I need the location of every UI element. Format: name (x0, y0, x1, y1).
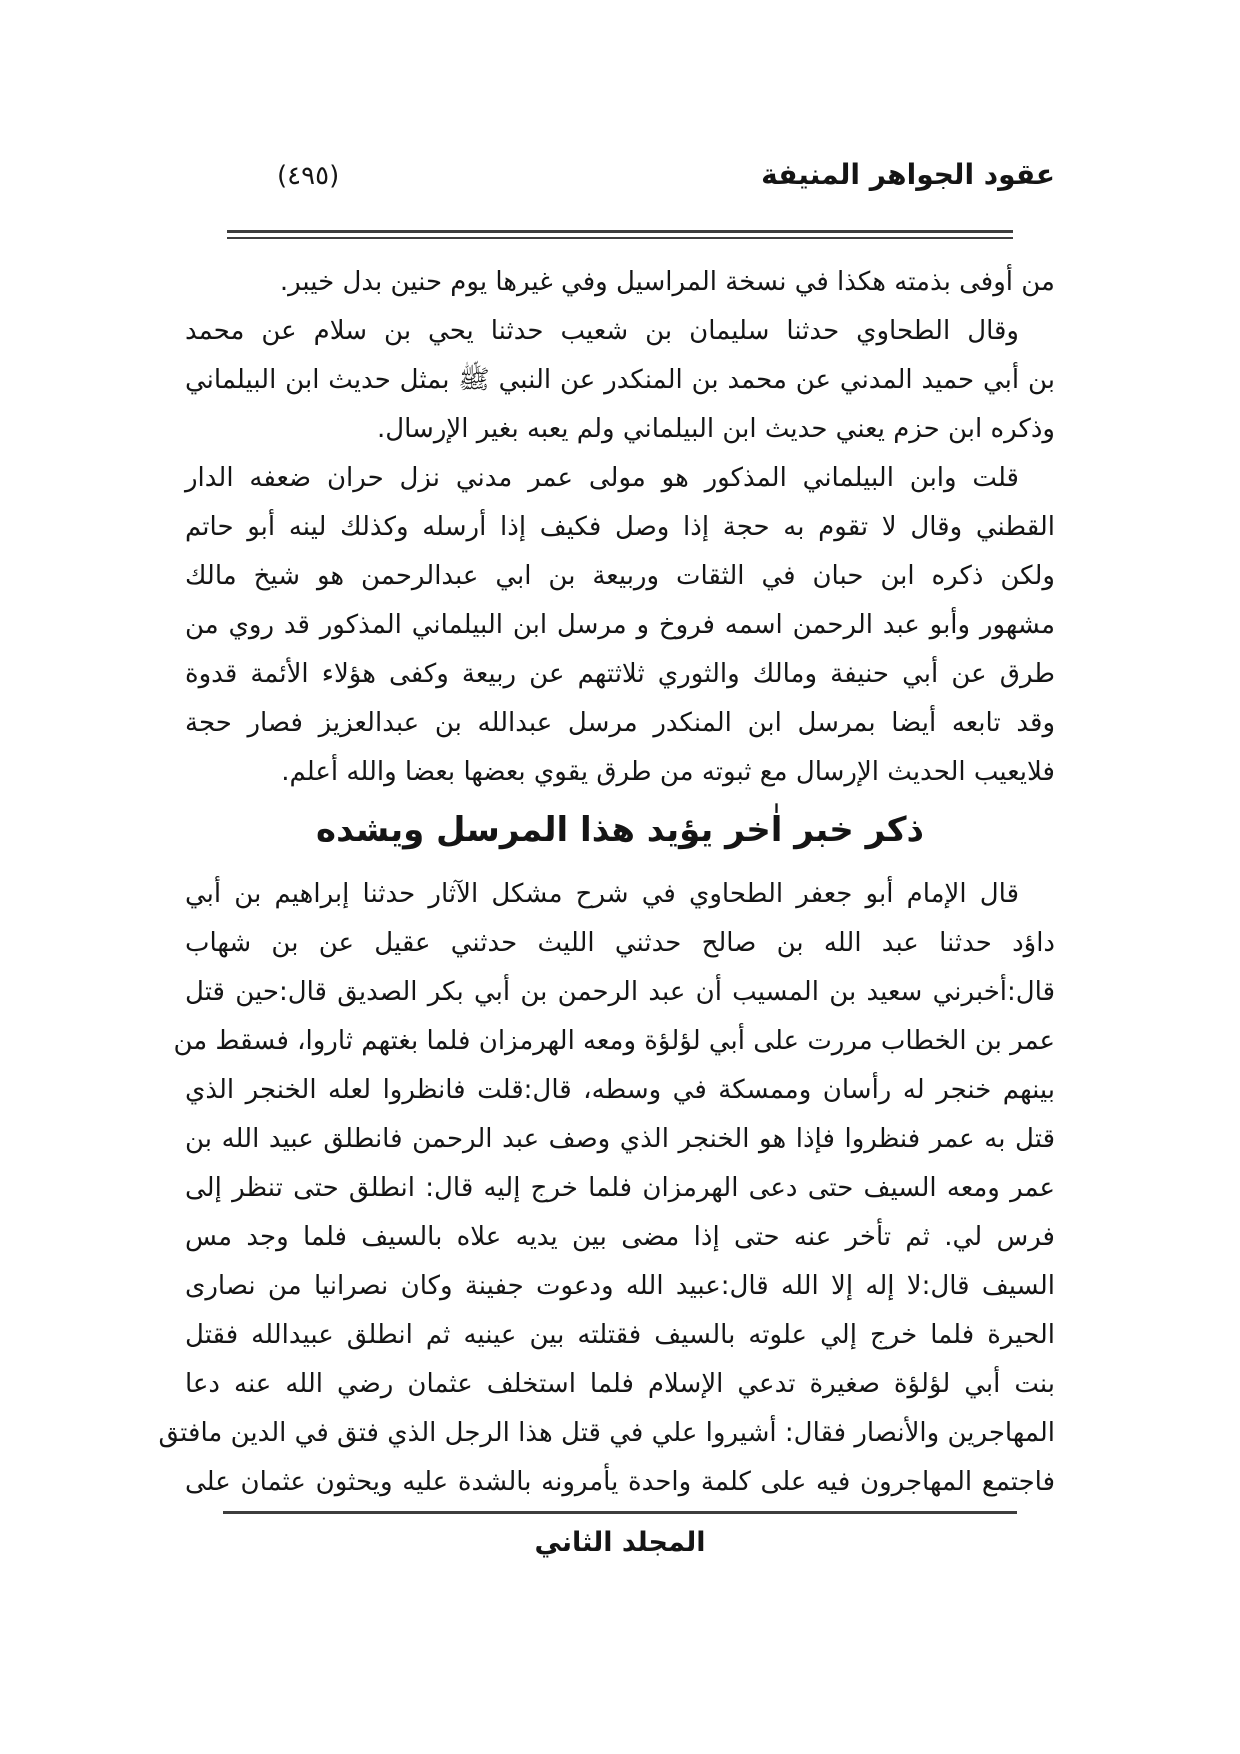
body-line: وقال الطحاوي حدثنا سليمان بن شعيب حدثنا يحي بن سلام عن محمد (185, 316, 1019, 346)
body-line: بنت أبي لؤلؤة صغيرة تدعي الإسلام فلما استخلف عثمان رضي الله عنه دعا (185, 1369, 1055, 1399)
footer-divider-rule (223, 1511, 1017, 1514)
body-line: مشهور وأبو عبد الرحمن اسمه فروخ و مرسل ابن البيلماني المذكور قد روي من (185, 610, 1055, 640)
body-line: القطني وقال لا تقوم به حجة إذا وصل فكيف إذا أرسله وكذلك لينه أبو حاتم (185, 512, 1055, 542)
page-number: (٤٩٥) (277, 161, 340, 191)
body-line: المهاجرين والأنصار فقال: أشيروا علي في قتل هذا الرجل الذي فتق في الدين مافتق (158, 1418, 1055, 1448)
body-line: عمر ومعه السيف حتى دعى الهرمزان فلما خرج إليه قال: انطلق حتى تنظر إلى (185, 1173, 1055, 1203)
body-line: ولكن ذكره ابن حبان في الثقات وربيعة بن ابي عبدالرحمن هو شيخ مالك (185, 561, 1055, 591)
body-line: بينهم خنجر له رأسان وممسكة في وسطه، قال:قلت فانظروا لعله الخنجر الذي (185, 1075, 1055, 1105)
body-line: فاجتمع المهاجرون فيه على كلمة واحدة يأمرونه بالشدة عليه ويحثون عثمان على (185, 1467, 1055, 1497)
body-line: السيف قال:لا إله إلا الله قال:عبيد الله ودعوت جفينة وكان نصرانيا من نصارى (185, 1271, 1055, 1301)
body-line: بن أبي حميد المدني عن محمد بن المنكدر عن النبي ﷺ بمثل حديث ابن البيلماني (185, 365, 1055, 395)
body-text-block-1 (185, 258, 1055, 797)
body-line: داؤد حدثنا عبد الله بن صالح حدثني الليث حدثني عقيل عن بن شهاب (185, 928, 1055, 958)
page-header (185, 152, 1055, 198)
body-line: قال الإمام أبو جعفر الطحاوي في شرح مشكل الآثار حدثنا إبراهيم بن أبي (185, 879, 1019, 909)
body-line: فرس لي. ثم تأخر عنه حتى إذا مضى بين يديه علاه بالسيف فلما وجد مس (185, 1222, 1055, 1252)
body-line: قتل به عمر فنظروا فإذا هو الخنجر الذي وصف عبد الرحمن فانطلق عبيد الله بن (185, 1124, 1055, 1154)
body-text-block-2 (158, 870, 1055, 1507)
body-line: فلايعيب الحديث الإرسال مع ثبوته من طرق يقوي بعضها بعضا والله أعلم. (281, 757, 1055, 787)
body-line: عمر بن الخطاب مررت على أبي لؤلؤة ومعه الهرمزان فلما بغتهم ثاروا، فسقط من (173, 1026, 1055, 1056)
header-divider-double-rule (227, 230, 1013, 239)
body-line: قال:أخبرني سعيد بن المسيب أن عبد الرحمن بن أبي بكر الصديق قال:حين قتل (185, 977, 1055, 1007)
body-line: الحيرة فلما خرج إلي علوته بالسيف فقتلته بين عينيه ثم انطلق عبيدالله فقتل (185, 1320, 1055, 1350)
body-line: طرق عن أبي حنيفة ومالك والثوري ثلاثتهم عن ربيعة وكفى هؤلاء الأئمة قدوة (185, 659, 1055, 689)
body-line: قلت وابن البيلماني المذكور هو مولى عمر مدني نزل حران ضعفه الدار (185, 463, 1019, 493)
section-heading: ذكر خبر اٰخر يؤيد هذا المرسل ويشده (316, 810, 924, 850)
body-line: وقد تابعه أيضا بمرسل ابن المنكدر مرسل عبدالله بن عبدالعزيز فصار حجة (185, 708, 1055, 738)
book-title: عقود الجواهر المنيفة (761, 158, 1055, 191)
volume-label: المجلد الثاني (534, 1527, 706, 1558)
body-line: من أوفى بذمته هكذا في نسخة المراسيل وفي غيرها يوم حنين بدل خيبر. (279, 267, 1055, 297)
body-line: وذكره ابن حزم يعني حديث ابن البيلماني ولم يعبه بغير الإرسال. (376, 414, 1055, 444)
